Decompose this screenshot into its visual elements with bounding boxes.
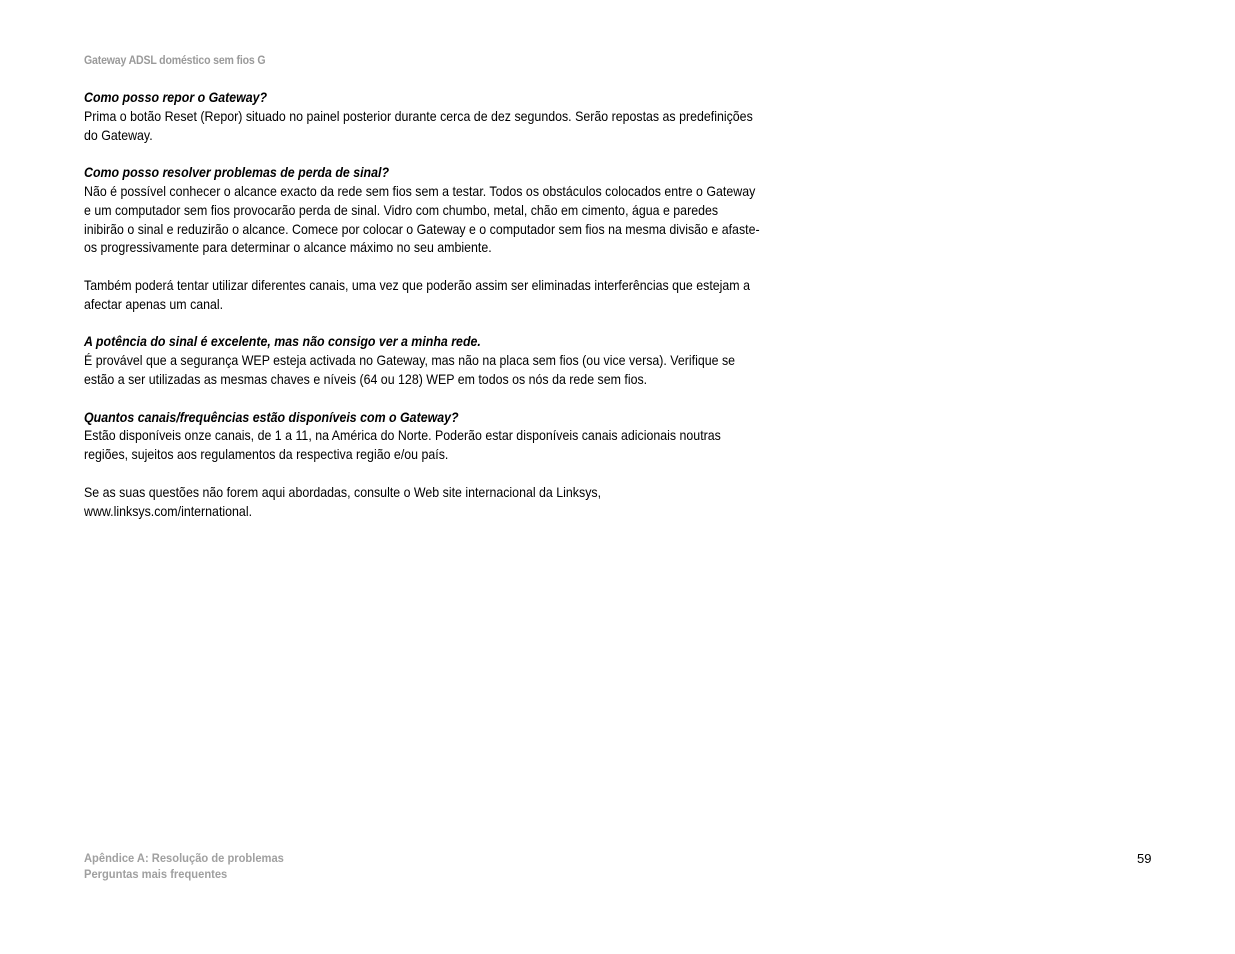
faq-paragraph: Se as suas questões não forem aqui abordadas, consulte o Web site internacional da Linksys, www.linksys.com/international.	[84, 483, 602, 519]
faq-answer: Prima o botão Reset (Repor) situado no painel posterior durante cerca de dez segundos. Serão repostas as predefinições do Gateway.	[84, 107, 753, 143]
footer-subsection-title: Perguntas mais frequentes	[84, 867, 228, 881]
footer-section-title: Apêndice A: Resolução de problemas	[84, 851, 284, 865]
faq-question: Como posso repor o Gateway?	[84, 89, 268, 105]
faq-answer: É provável que a segurança WEP esteja activada no Gateway, mas não na placa sem fios (ou vice versa). Verifique se estão a ser utilizadas as mesmas chaves e níveis (64 ou 128) WEP em todos os nós da rede sem fios.	[84, 352, 736, 387]
running-header: Gateway ADSL doméstico sem fios G	[84, 53, 266, 67]
faq-block-signal-loss	[84, 163, 761, 257]
faq-answer: Não é possível conhecer o alcance exacto da rede sem fios sem a testar. Todos os obstáculos colocados entre o Gateway e um computador sem fios provocarão perda de sinal. Vidro com chumbo, metal, chão em cimento, água e paredes inibirão o sinal e reduzirão o alcance. Comece por colocar o Gateway e o computador sem fios na mesma divisão e afaste-os progressivamente para determinar o alcance máximo no seu ambiente.	[84, 182, 760, 256]
faq-block-reset	[84, 88, 761, 144]
faq-block-wep	[84, 332, 761, 388]
faq-block-more-info	[84, 483, 761, 521]
faq-question: A potência do sinal é excelente, mas não consigo ver a minha rede.	[84, 333, 481, 350]
faq-block-frequencies	[84, 408, 761, 464]
page-footer	[84, 850, 284, 882]
faq-paragraph: Também poderá tentar utilizar diferentes canais, uma vez que poderão assim ser eliminadas interferências que estejam a afectar apenas um canal.	[84, 276, 750, 312]
faq-question: Quantos canais/frequências estão disponíveis com o Gateway?	[84, 408, 459, 425]
faq-question: Como posso resolver problemas de perda de sinal?	[84, 164, 390, 181]
faq-answer: Estão disponíveis onze canais, de 1 a 11, na América do Norte. Poderão estar disponíveis canais adicionais noutras regiões, sujeitos aos regulamentos da respectiva região e/ou país.	[84, 427, 721, 463]
faq-block-channels-tip	[84, 276, 761, 314]
faq-content	[84, 88, 761, 539]
page-number: 59	[1137, 851, 1152, 866]
